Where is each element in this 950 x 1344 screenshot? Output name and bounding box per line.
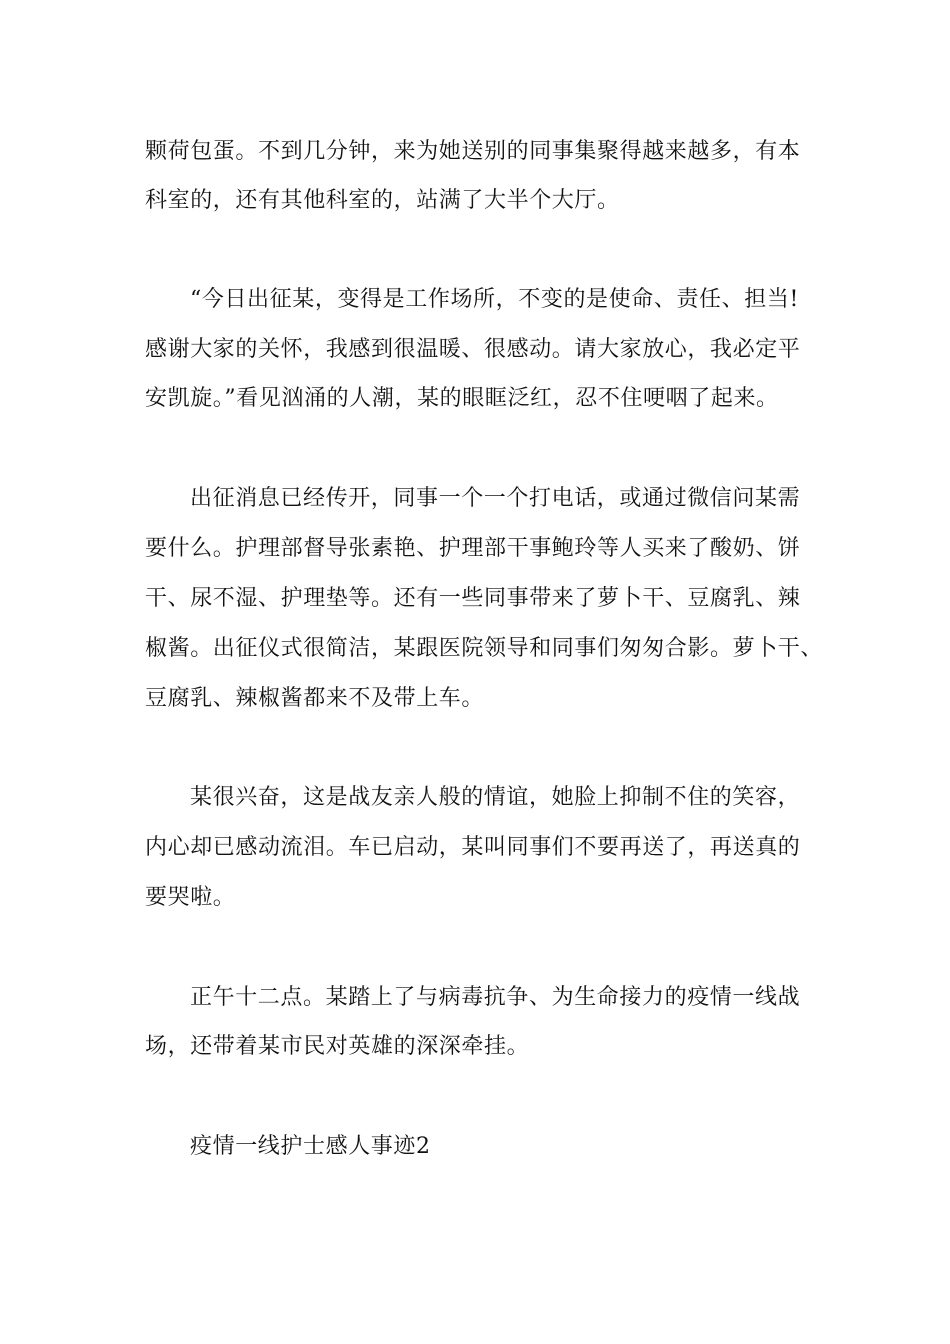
paragraph-4-line-3: 要哭啦。 <box>145 885 236 910</box>
paragraph-4-line-2: 内心却已感动流泪。车已启动，某叫同事们不要再送了，再送真的 <box>145 835 801 860</box>
paragraph-3-line-3: 干、尿不湿、护理垫等。还有一些同事带来了萝卜干、豆腐乳、辣 <box>145 586 801 611</box>
paragraph-5-line-2: 场，还带着某市民对英雄的深深牵挂。 <box>145 1034 530 1059</box>
paragraph-1-line-1: 颗荷包蛋。不到几分钟，来为她送别的同事集聚得越来越多，有本 <box>145 139 801 164</box>
paragraph-2-line-1: “今日出征某，变得是工作场所，不变的是使命、责任、担当! <box>190 287 799 312</box>
paragraph-2-line-3: 安凯旋。”看见汹涌的人潮，某的眼眶泛红，忍不住哽咽了起来。 <box>145 386 779 411</box>
section-heading: 疫情一线护士感人事迹2 <box>190 1134 431 1159</box>
paragraph-3-line-5: 豆腐乳、辣椒酱都来不及带上车。 <box>145 686 485 711</box>
paragraph-3-line-2: 要什么。护理部督导张素艳、护理部干事鲍玲等人买来了酸奶、饼 <box>145 536 801 561</box>
paragraph-5-line-1: 正午十二点。某踏上了与病毒抗争、为生命接力的疫情一线战 <box>190 985 801 1010</box>
paragraph-2-line-2: 感谢大家的关怀，我感到很温暖、很感动。请大家放心，我必定平 <box>145 337 801 362</box>
paragraph-1-line-2: 科室的，还有其他科室的，站满了大半个大厅。 <box>145 188 620 213</box>
paragraph-3-line-1: 出征消息已经传开，同事一个一个打电话，或通过微信问某需 <box>190 486 801 511</box>
paragraph-3-line-4: 椒酱。出征仪式很简洁，某跟医院领导和同事们匆匆合影。萝卜干、 <box>145 636 824 661</box>
paragraph-4-line-1: 某很兴奋，这是战友亲人般的情谊，她脸上抑制不住的笑容， <box>190 785 801 810</box>
